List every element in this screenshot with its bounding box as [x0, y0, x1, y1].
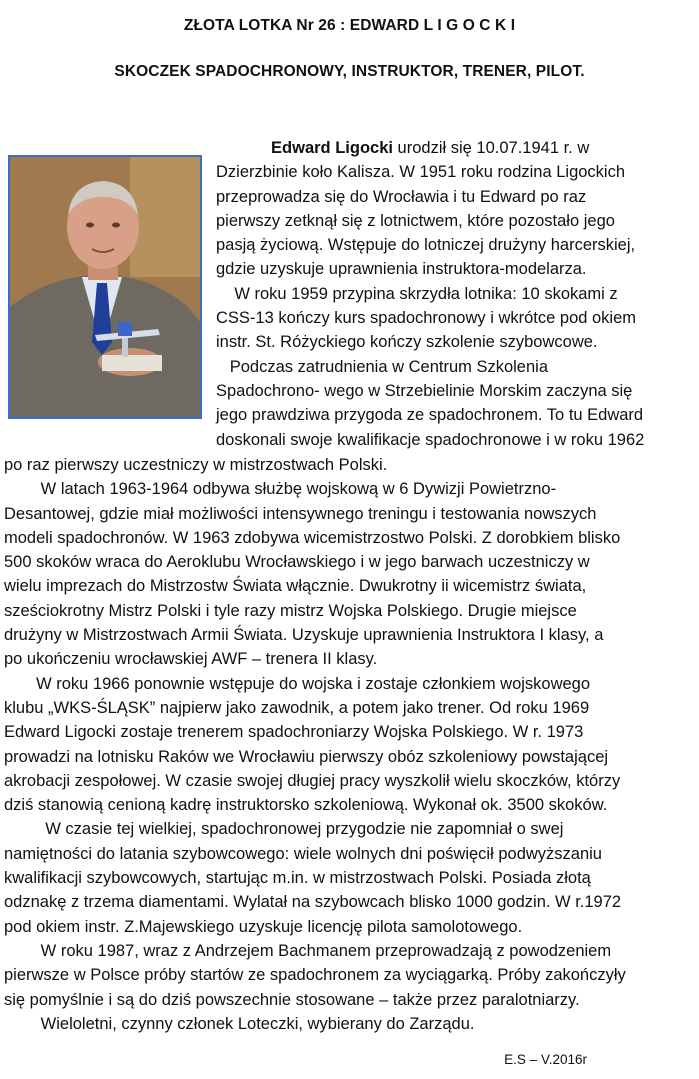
text-line: W roku 1959 przypina skrzydła lotnika: 10 skokami z — [216, 284, 618, 303]
text-line: Spadochrono- wego w Strzebielinie Morskim zaczyna się — [216, 381, 633, 400]
birth-text: urodził się 10.07.1941 r. w — [392, 139, 590, 157]
text-line: Wieloletni, czynny członek Loteczki, wybierany do Zarządu. — [4, 1014, 475, 1033]
text-line: W roku 1966 ponownie wstępuje do wojska i zostaje członkiem wojskowego — [4, 674, 591, 693]
text-line: 500 skoków wraca do Aeroklubu Wrocławskiego i w jego barwach uczestniczy w — [4, 553, 590, 572]
text-line: po raz pierwszy uczestniczy w mistrzostwach Polski. — [4, 456, 388, 474]
text-line: przeprowadza się do Wrocławia i tu Edward po raz — [216, 187, 587, 206]
text-line: W czasie tej wielkiej, spadochronowej przygodzie nie zapomniał o swej — [4, 820, 564, 839]
portrait-illustration — [10, 157, 200, 417]
text-line: gdzie uzyskuje uprawnienia instruktora-modelarza. — [216, 260, 587, 279]
text-line: klubu „WKS-ŚLĄSK” najpierw jako zawodnik, a potem jako trener. Od roku 1969 — [4, 698, 590, 717]
page-title: ZŁOTA LOTKA Nr 26 : EDWARD L I G O C K I — [183, 17, 516, 34]
text-line: sześciokrotny Mistrz Polski i tyle razy mistrz Wojska Polskiego. Drugie miejsce — [4, 601, 577, 620]
text-line: dziś stanowią cenioną kadrę instruktorsko szkoleniową. Wykonał ok. 3500 skoków. — [4, 796, 608, 815]
first-line — [216, 136, 696, 160]
text-line: po ukończeniu wrocławskiej AWF – trenera II klasy. — [4, 650, 378, 669]
page-subtitle: SKOCZEK SPADOCHRONOWY, INSTRUKTOR, TRENER, PILOT. — [114, 63, 585, 80]
text-line: drużyny w Mistrzostwach Armii Świata. Uzyskuje uprawnienia Instruktora I klasy, a — [4, 626, 604, 645]
intro-lines — [216, 160, 696, 452]
text-line: CSS-13 kończy kurs spadochronowy i wkrótce pod okiem — [216, 309, 637, 328]
person-name: Edward Ligocki — [271, 139, 393, 157]
text-line: pasją życiową. Wstępuje do lotniczej drużyny harcerskiej, — [216, 236, 636, 255]
text-line: pierwszy zetknął się z lotnictwem, które pozostało jego — [216, 211, 615, 230]
text-line: kwalifikacji szybowcowych, startując m.in. w mistrzostwach Polski. Posiada złotą — [4, 869, 591, 888]
text-line: Desantowej, gdzie miał możliwości intensywnego treningu i testowania nowszych — [4, 504, 597, 523]
text-line: prowadzi na lotnisku Raków we Wrocławiu pierwszy obóz szkoleniowy powstającej — [4, 747, 609, 766]
text-line: pierwsze w Polsce próby startów ze spadochronem za wyciągarką. Próby zakończyły — [4, 966, 626, 985]
text-line: instr. St. Różyckiego kończy szkolenie szybowcowe. — [216, 333, 598, 352]
text-line: wielu imprezach do Mistrzostw Świata włącznie. Dwukrotny ii wicemistrz świata, — [4, 577, 587, 596]
text-line: namiętności do latania szybowcowego: wiele wolnych dni poświęcił podwyższaniu — [4, 844, 602, 863]
text-line: W latach 1963-1964 odbywa służbę wojskową w 6 Dywizji Powietrzno- — [4, 480, 557, 499]
text-line: pod okiem instr. Z.Majewskiego uzyskuje licencję pilota samolotowego. — [4, 917, 523, 936]
intro-text — [216, 136, 696, 452]
text-line: się pomyślnie i są do dziś powszechnie stosowane – także przez paralotniarzy. — [4, 990, 580, 1009]
portrait-photo — [8, 155, 202, 419]
text-line: Podczas zatrudnienia w Centrum Szkolenia — [216, 357, 548, 376]
text-line: odznakę z trzema diamentami. Wylatał na szybowcach blisko 1000 godzin. W r.1972 — [4, 893, 622, 912]
text-line: modeli spadochronów. W 1963 zdobywa wicemistrzostwo Polski. Z dorobkiem blisko — [4, 528, 621, 547]
text-line: W roku 1987, wraz z Andrzejem Bachmanem przeprowadzają z powodzeniem — [4, 941, 612, 960]
text-line: jego prawdziwa przygoda ze spadochronem. To tu Edward — [216, 406, 644, 425]
text-line: Dzierzbinie koło Kalisza. W 1951 roku rodzina Ligockich — [216, 163, 626, 182]
signature: E.S – V.2016r — [504, 1052, 587, 1067]
text-line: akrobacji zespołowej. W czasie swojej długiej pracy wyszkolił wielu skoczków, którzy — [4, 771, 621, 790]
text-line: doskonali swoje kwalifikacje spadochronowe i w roku 1962 — [216, 430, 645, 449]
main-text — [4, 453, 696, 1036]
text-line: Edward Ligocki zostaje trenerem spadochroniarzy Wojska Polskiego. W r. 1973 — [4, 723, 584, 742]
